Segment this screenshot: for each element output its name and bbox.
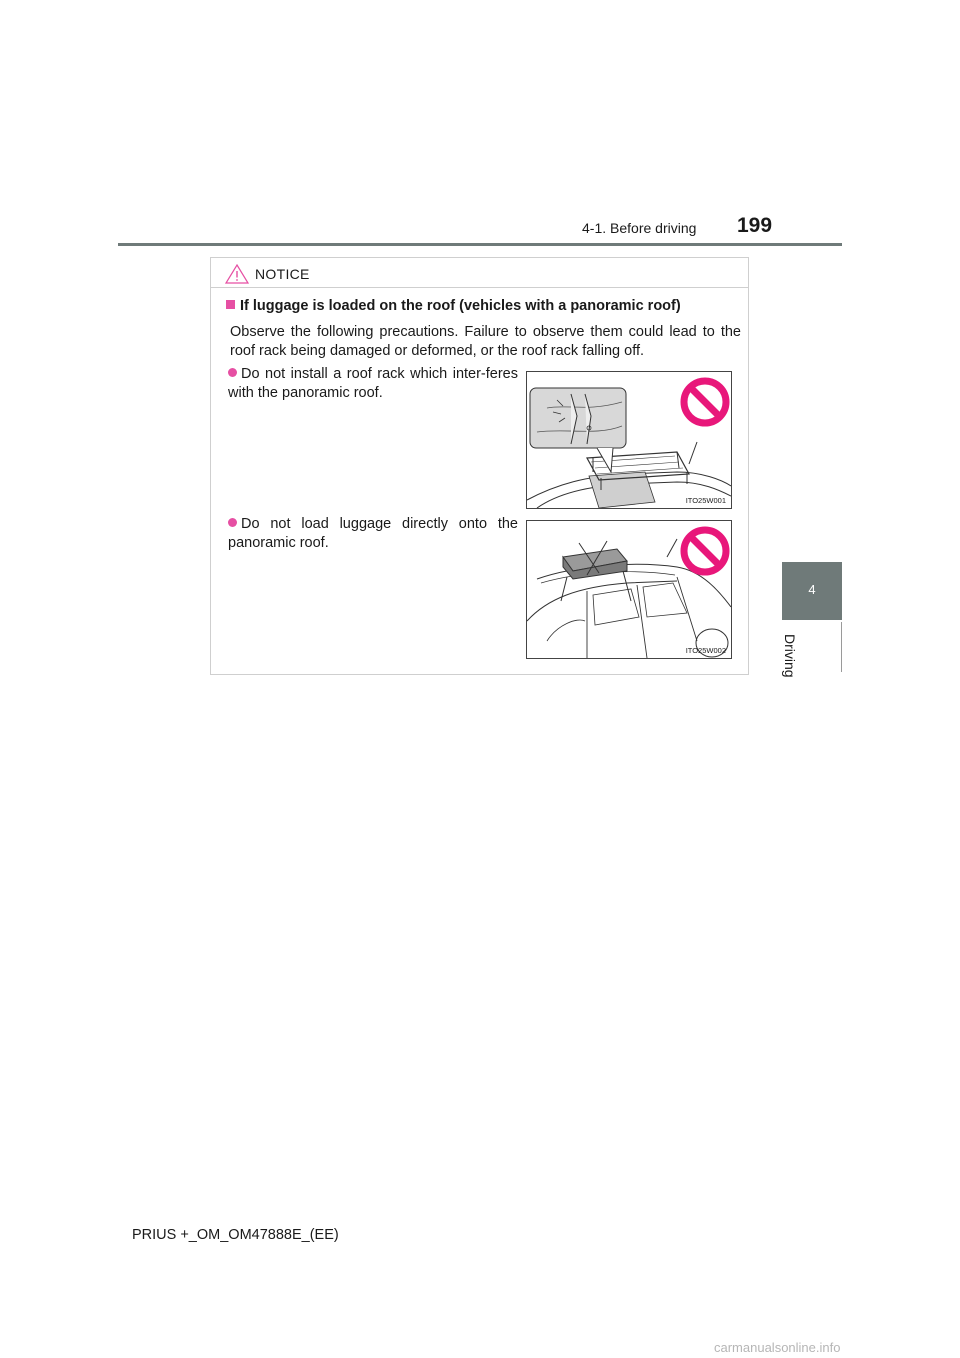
list-item-text: Do not load luggage directly onto the panoramic roof. <box>228 516 518 551</box>
notice-heading-text: If luggage is loaded on the roof (vehicles with a panoramic roof) <box>240 298 681 314</box>
list-item <box>228 365 518 403</box>
notice-box <box>210 257 749 675</box>
circle-bullet-icon <box>228 518 237 527</box>
roof-rack-illustration <box>526 371 732 509</box>
warning-icon <box>225 264 249 284</box>
section-title: 4-1. Before driving <box>582 220 697 236</box>
roof-luggage-drawing <box>527 521 731 658</box>
list-item-text: Do not install a roof rack which inter-feres with the panoramic roof. <box>228 366 518 401</box>
document-id: PRIUS +_OM_OM47888E_(EE) <box>132 1227 339 1243</box>
chapter-tab[interactable] <box>782 562 842 620</box>
notice-body: Observe the following precautions. Failure to observe them could lead to the roof rack being damaged or deformed, or the roof rack falling off. <box>230 324 741 359</box>
chapter-label: Driving <box>782 634 798 678</box>
watermark: carmanualsonline.info <box>714 1340 841 1355</box>
page-number: 199 <box>737 214 773 237</box>
notice-label: NOTICE <box>255 266 310 282</box>
list-item <box>228 515 518 553</box>
figure-code: ITO25W002 <box>685 646 726 655</box>
square-bullet-icon <box>226 300 235 309</box>
notice-heading <box>226 298 681 314</box>
header-rule <box>118 243 842 246</box>
notice-header <box>211 258 748 288</box>
roof-luggage-illustration <box>526 520 732 659</box>
circle-bullet-icon <box>228 368 237 377</box>
roof-rack-drawing <box>527 372 731 508</box>
prohibition-icon <box>684 381 726 423</box>
figure-code: ITO25W001 <box>685 496 726 505</box>
chapter-rule <box>841 622 842 672</box>
prohibition-icon <box>684 530 726 572</box>
chapter-number: 4 <box>808 582 816 597</box>
